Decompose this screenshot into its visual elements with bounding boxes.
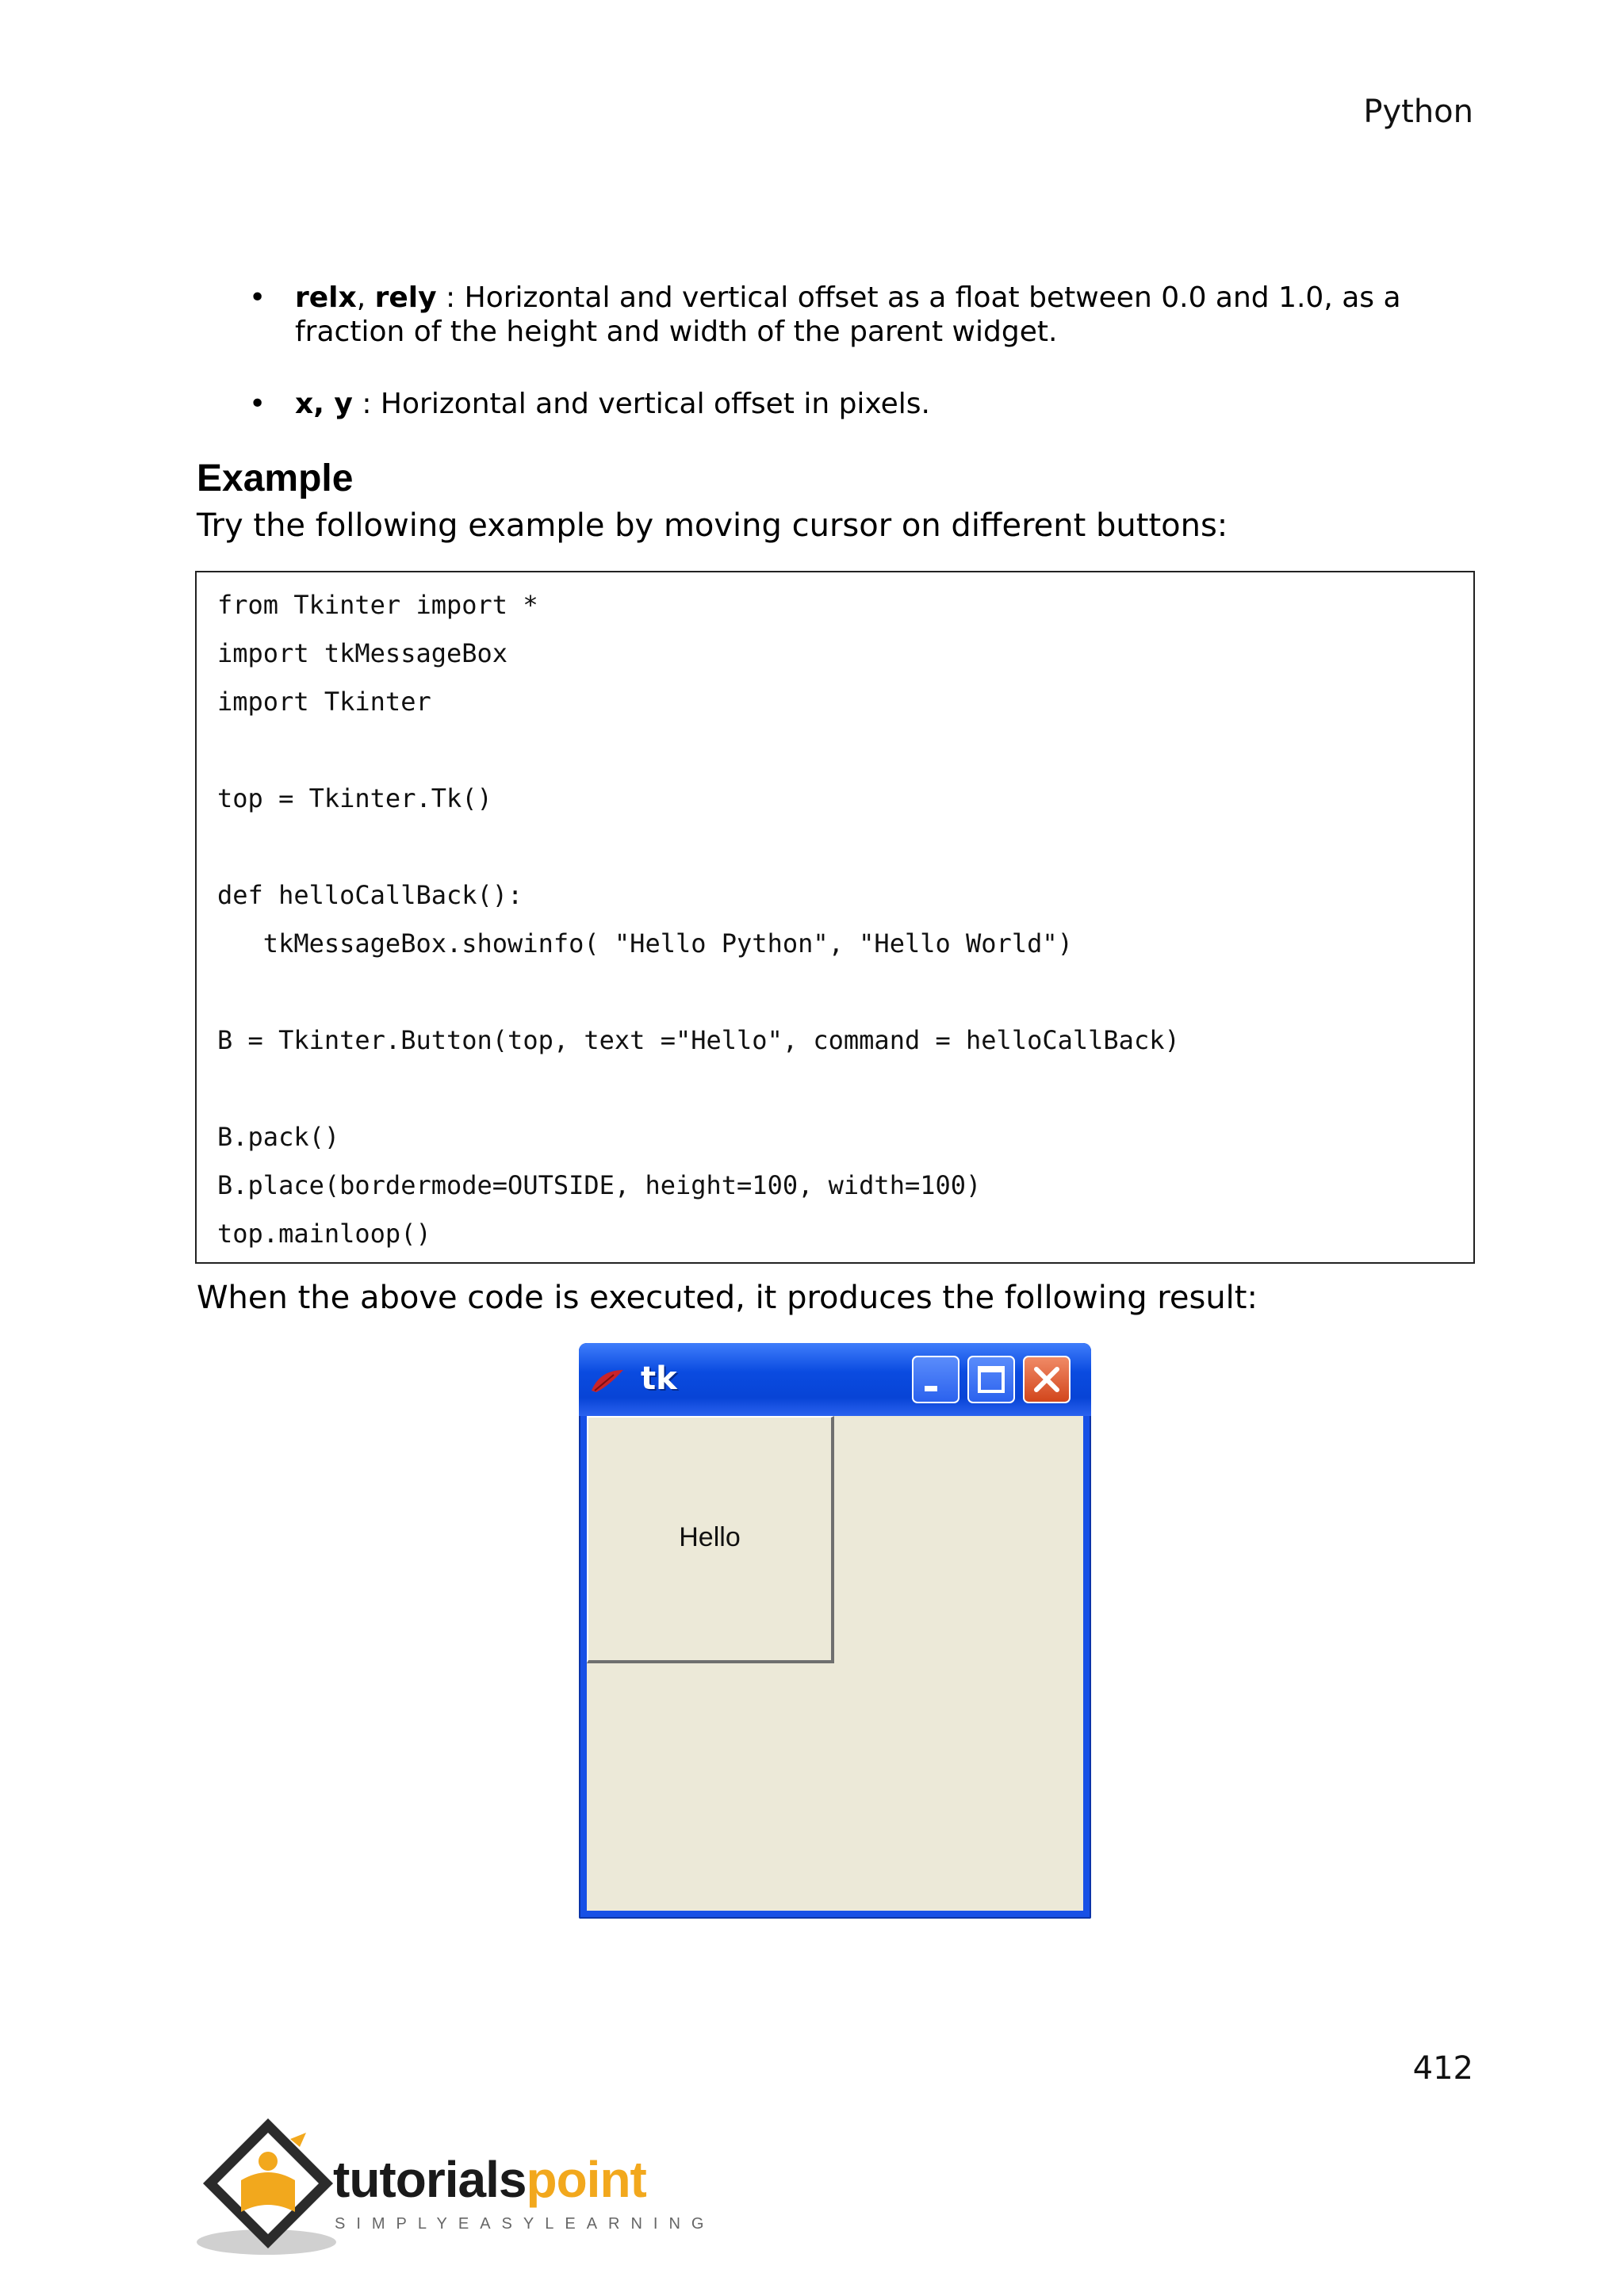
bullet-item-x-y <box>197 387 1473 421</box>
bullet-dot: • <box>249 388 266 420</box>
close-button[interactable] <box>1023 1356 1071 1403</box>
bullet-list <box>197 281 1473 459</box>
tk-feather-icon <box>590 1367 625 1395</box>
section-intro: Try the following example by moving cursor on different buttons: <box>197 507 1228 544</box>
close-icon <box>1025 1357 1069 1402</box>
bullet-term: rely <box>374 281 437 314</box>
logo-word-tutorials: tutorials <box>333 2151 527 2208</box>
tk-client-area <box>587 1416 1083 1911</box>
bullet-term: x, y <box>295 388 353 420</box>
code-line: def helloCallBack(): <box>217 880 523 910</box>
tk-titlebar[interactable] <box>579 1343 1091 1416</box>
logo-wordmark <box>333 2150 646 2209</box>
maximize-button[interactable] <box>967 1356 1015 1403</box>
code-line: B.place(bordermode=OUTSIDE, height=100, width=100) <box>217 1170 982 1200</box>
minimize-button[interactable] <box>912 1356 959 1403</box>
code-line: top = Tkinter.Tk() <box>217 783 492 813</box>
code-line: tkMessageBox.showinfo( "Hello Python", "Hello World") <box>217 928 1073 959</box>
logo-word-point: point <box>526 2151 646 2208</box>
bullet-item-relx-rely <box>197 281 1473 349</box>
page-number: 412 <box>1412 2050 1473 2087</box>
bullet-term: relx <box>295 281 357 314</box>
result-caption: When the above code is executed, it produces the following result: <box>197 1280 1258 1316</box>
bullet-description: : Horizontal and vertical offset in pixels. <box>352 388 930 420</box>
code-line: import Tkinter <box>217 687 431 717</box>
section-heading: Example <box>197 457 354 499</box>
hello-button-label: Hello <box>679 1522 741 1552</box>
logo-emblem-icon <box>195 2109 354 2267</box>
logo-tagline: SIMPLYEASYLEARNING <box>335 2215 715 2233</box>
page-header-title: Python <box>1363 94 1473 130</box>
code-line: import tkMessageBox <box>217 638 508 668</box>
code-line: top.mainloop() <box>217 1219 431 1249</box>
code-block <box>195 571 1475 1264</box>
tutorialspoint-logo <box>195 2109 715 2267</box>
maximize-icon <box>969 1357 1013 1402</box>
tk-window-title: tk <box>641 1360 677 1397</box>
tk-window-screenshot <box>579 1343 1091 1919</box>
bullet-description: : Horizontal and vertical offset as a float between 0.0 and 1.0, as a fraction of the height and width of the parent widget. <box>295 281 1401 348</box>
bullet-dot: • <box>249 281 266 314</box>
code-line: B.pack() <box>217 1122 340 1152</box>
code-line: from Tkinter import * <box>217 590 538 620</box>
hello-button[interactable] <box>587 1416 834 1663</box>
code-line: B = Tkinter.Button(top, text ="Hello", command = helloCallBack) <box>217 1025 1180 1055</box>
minimize-icon <box>914 1357 958 1402</box>
bullet-term-separator: , <box>356 281 375 314</box>
